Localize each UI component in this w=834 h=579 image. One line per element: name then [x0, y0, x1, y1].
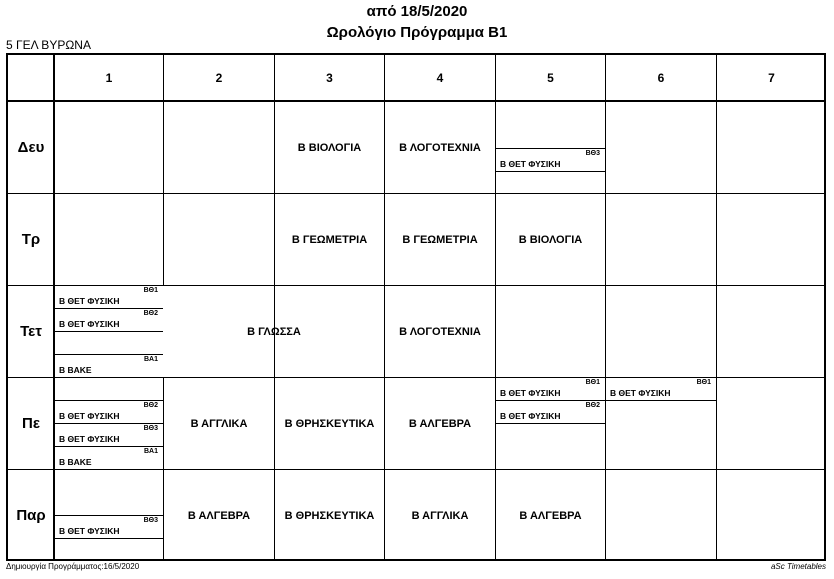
day-label-tue: Τρ [21, 231, 41, 248]
day-label-mon: Δευ [17, 139, 45, 156]
period-header-7: 7 [768, 71, 775, 85]
sublesson-wed-1-b[interactable] [55, 309, 163, 331]
sublesson-thu-1-a[interactable] [55, 401, 163, 423]
group-code: ΒΘ3 [585, 150, 600, 157]
lesson-mon-3[interactable]: Β ΒΙΟΛΟΓΙΑ [297, 141, 362, 154]
group-code: ΒΘ1 [696, 379, 711, 386]
day-label-wed: Τετ [20, 323, 42, 340]
sublesson-thu-5-a[interactable] [496, 378, 605, 400]
software-credit: aSc Timetables [770, 562, 826, 571]
group-code: ΒΑ1 [143, 448, 158, 455]
sublesson-name: Β ΒΑΚΕ [59, 365, 92, 375]
sublesson-name: Β ΘΕΤ ΦΥΣΙΚΗ [500, 159, 561, 169]
sublesson-thu-1-c[interactable] [55, 447, 163, 469]
period-header-2: 2 [215, 71, 223, 85]
lesson-fri-4[interactable]: Β ΑΓΓΛΙΚΑ [411, 509, 469, 522]
sublesson-name: Β ΘΕΤ ΦΥΣΙΚΗ [59, 434, 120, 444]
period-header-4: 4 [436, 71, 444, 85]
sublesson-name: Β ΘΕΤ ΦΥΣΙΚΗ [59, 411, 120, 421]
sublesson-name: Β ΘΕΤ ΦΥΣΙΚΗ [59, 296, 120, 306]
sublesson-thu-5-b[interactable] [496, 401, 605, 423]
lesson-fri-5[interactable]: Β ΑΛΓΕΒΡΑ [519, 509, 582, 522]
page-title: Ωρολόγιο Πρόγραμμα Β1 [326, 24, 508, 41]
lesson-fri-3[interactable]: Β ΘΡΗΣΚΕΥΤΙΚΑ [284, 509, 375, 522]
sublesson-fri-1[interactable] [55, 516, 163, 538]
sublesson-name: Β ΘΕΤ ΦΥΣΙΚΗ [500, 388, 561, 398]
lesson-tue-3[interactable]: Β ΓΕΩΜΕΤΡΙΑ [291, 233, 368, 246]
lesson-wed-4[interactable]: Β ΛΟΓΟΤΕΧΝΙΑ [399, 325, 481, 338]
period-header-5: 5 [547, 71, 554, 85]
lesson-fri-2[interactable]: Β ΑΛΓΕΒΡΑ [187, 509, 251, 522]
sublesson-name: Β ΘΕΤ ΦΥΣΙΚΗ [500, 411, 561, 421]
sublesson-wed-1-a[interactable] [55, 286, 163, 308]
timetable-grid [6, 53, 826, 561]
group-code: ΒΘ2 [143, 402, 158, 409]
group-code: ΒΑ1 [143, 356, 158, 363]
lesson-thu-2[interactable]: Β ΑΓΓΛΙΚΑ [190, 417, 248, 430]
period-header-6: 6 [657, 71, 665, 85]
group-code: ΒΘ1 [143, 287, 158, 294]
sublesson-wed-1-c[interactable] [55, 355, 163, 377]
period-header-3: 3 [326, 71, 333, 85]
title-date: από 18/5/2020 [366, 3, 468, 20]
group-code: ΒΘ1 [585, 379, 600, 386]
created-date: Δημιουργία Προγράμματος:16/5/2020 [6, 562, 140, 571]
sublesson-name: Β ΒΑΚΕ [59, 457, 92, 467]
sublesson-mon-5[interactable] [496, 149, 605, 171]
sublesson-thu-1-b[interactable] [55, 424, 163, 446]
day-label-fri: Παρ [16, 507, 46, 524]
sublesson-name: Β ΘΕΤ ΦΥΣΙΚΗ [59, 526, 120, 536]
group-code: ΒΘ2 [585, 402, 600, 409]
lesson-tue-4[interactable]: Β ΓΕΩΜΕΤΡΙΑ [402, 233, 478, 246]
day-label-thu: Πε [22, 415, 40, 432]
group-code: ΒΘ3 [143, 517, 158, 524]
lesson-wed-2-3[interactable]: Β ΓΛΩΣΣΑ [247, 325, 301, 338]
sublesson-name: Β ΘΕΤ ΦΥΣΙΚΗ [610, 388, 671, 398]
lesson-thu-4[interactable]: Β ΑΛΓΕΒΡΑ [408, 417, 472, 430]
lesson-thu-3[interactable]: Β ΘΡΗΣΚΕΥΤΙΚΑ [284, 417, 375, 430]
lesson-tue-5[interactable]: Β ΒΙΟΛΟΓΙΑ [518, 233, 583, 246]
sublesson-thu-6[interactable] [606, 378, 716, 400]
lesson-mon-4[interactable]: Β ΛΟΓΟΤΕΧΝΙΑ [399, 141, 481, 154]
period-header-1: 1 [105, 71, 113, 85]
school-name: 5 ΓΕΛ ΒΥΡΩΝΑ [6, 38, 91, 52]
group-code: ΒΘ2 [143, 310, 158, 317]
sublesson-name: Β ΘΕΤ ΦΥΣΙΚΗ [59, 319, 120, 329]
group-code: ΒΘ3 [143, 425, 158, 432]
